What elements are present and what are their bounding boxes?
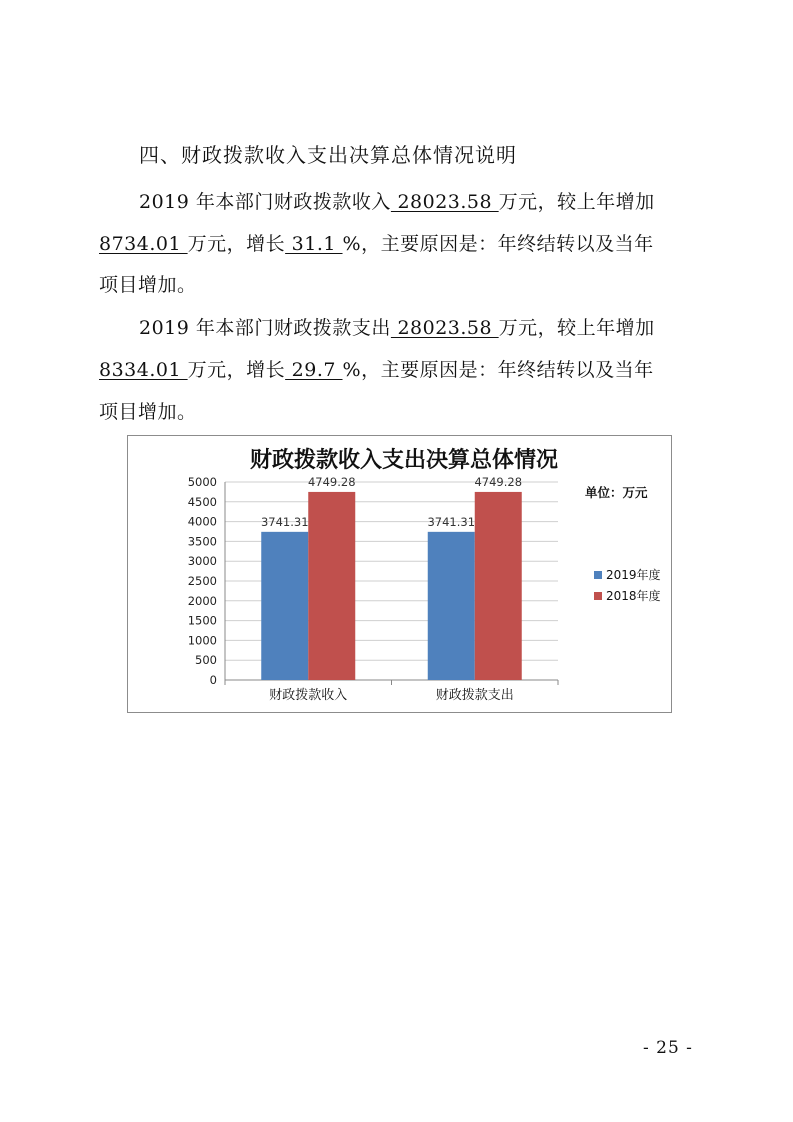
y-tick-label: 3000 [187,554,217,569]
page-number: - 25 - [643,1038,693,1058]
y-tick-label: 5000 [187,475,217,489]
bar [308,492,355,680]
legend-label: 2018年度 [606,589,661,603]
p1-growth-percent: 31.1 [285,233,343,255]
y-tick-label: 2000 [187,593,217,608]
p2-expense-value: 28023.58 [390,317,499,339]
bar [261,532,308,680]
x-category-label: 财政拨款支出 [435,688,514,703]
legend-swatch [594,571,602,579]
y-tick-label: 4000 [187,514,217,529]
paragraph-2-line-1 [139,313,655,340]
paragraph-2-line-2 [99,355,654,382]
p2-text-d: %，主要原因是：年终结转以及当年 [342,359,654,381]
bar-value-label: 4749.28 [307,474,356,489]
p2-increase-value: 8334.01 [99,359,188,381]
p1-text-b: 万元，较上年增加 [498,191,655,213]
p2-growth-percent: 29.7 [285,359,343,381]
y-tick-label: 3500 [187,534,217,549]
y-tick-label: 1500 [187,613,217,628]
p1-increase-value: 8734.01 [99,233,188,255]
paragraph-1-line-2 [99,229,654,256]
unit-label: 单位：万元 [585,485,648,500]
p2-text-a: 2019 年本部门财政拨款支出 [139,317,391,339]
chart-title: 财政拨款收入支出决算总体情况 [249,448,559,473]
p1-text-c: 万元，增长 [187,233,286,255]
p2-text-b: 万元，较上年增加 [498,317,655,339]
section-heading: 四、财政拨款收入支出决算总体情况说明 [139,143,517,167]
legend-swatch [594,592,602,600]
y-tick-label: 4500 [187,494,217,509]
y-tick-label: 500 [195,653,217,668]
p2-text-c: 万元，增长 [187,359,286,381]
bar-value-label: 4749.28 [474,474,523,489]
bar-value-label: 3741.31 [260,514,309,529]
p1-text-d: %，主要原因是：年终结转以及当年 [342,233,654,255]
bar [475,492,522,680]
legend-label: 2019年度 [606,568,661,582]
chart-container [127,435,672,713]
x-category-label: 财政拨款收入 [269,688,348,703]
paragraph-2-line-3: 项目增加。 [99,401,197,423]
p1-text-a: 2019 年本部门财政拨款收入 [139,191,391,213]
y-tick-label: 0 [209,673,217,687]
y-tick-label: 2500 [187,574,217,588]
bar [428,532,475,680]
bar-value-label: 3741.31 [427,514,476,529]
bar-chart [128,436,671,712]
p1-income-value: 28023.58 [390,191,499,213]
paragraph-1-line-1 [139,187,655,214]
y-tick-label: 1000 [187,633,217,648]
paragraph-1-line-3: 项目增加。 [99,274,197,296]
